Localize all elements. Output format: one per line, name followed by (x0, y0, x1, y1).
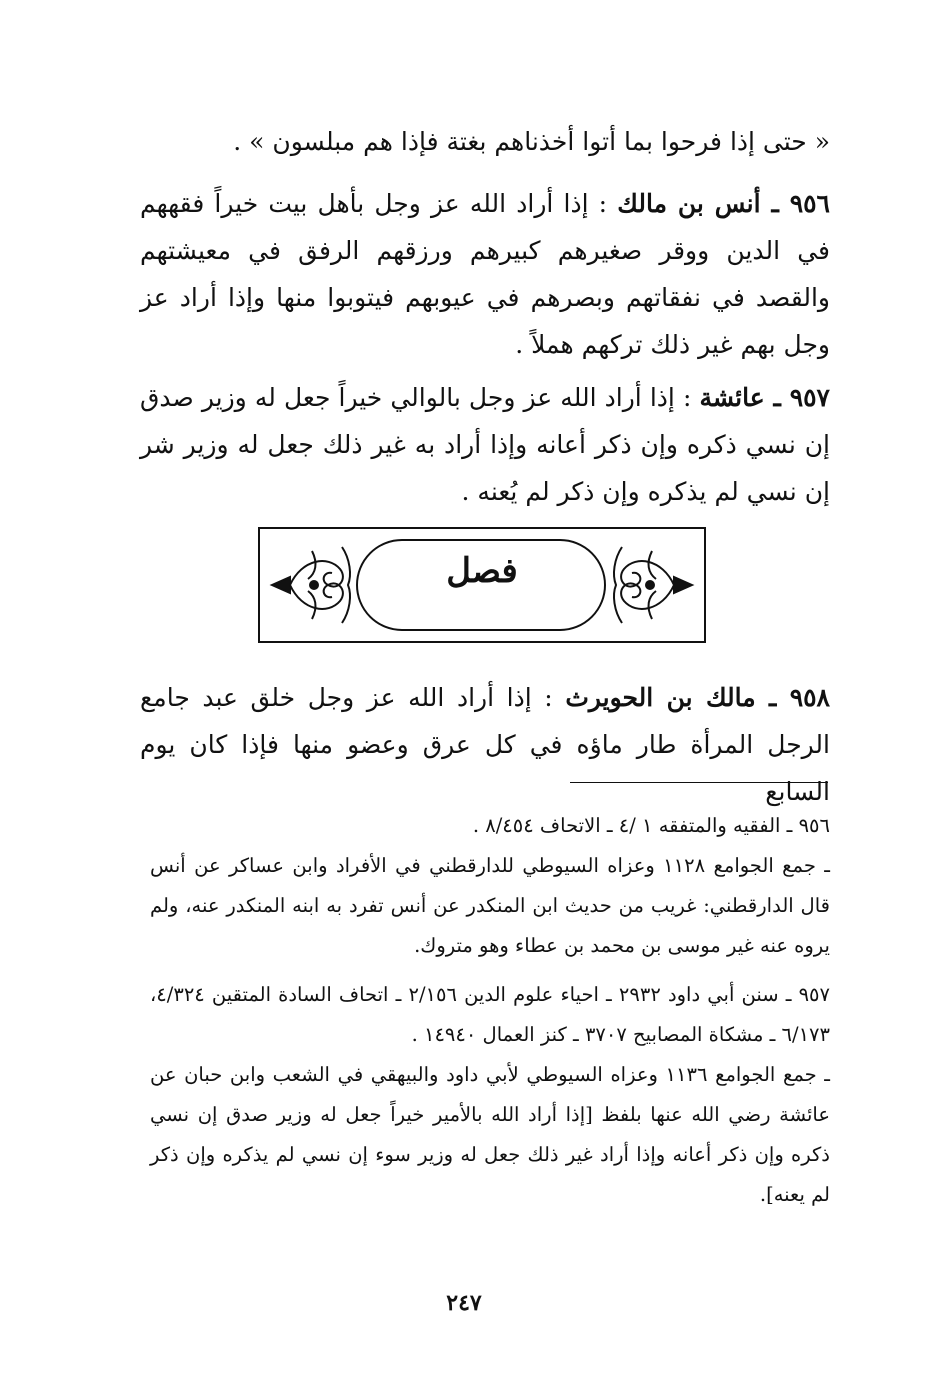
footnote-957 (150, 975, 830, 1215)
section-heading-frame (258, 527, 706, 643)
footnote-956 (150, 806, 830, 966)
hadith-956 (140, 180, 830, 368)
verse-text: « حتى إذا فرحوا بما أتوا أخذناهم بغتة فإذا هم مبلسون » . (233, 127, 830, 156)
quran-verse (140, 118, 830, 165)
hadith-956-text: : إذا أراد الله عز وجل بأهل بيت خيراً فقههم في الدين ووقر صغيرهم كبيرهم ورزقهم الرفق في معيشتهم والقصد في نفقاتهم وبصرهم في عيوبهم فيتوبوا منها وإذا أراد عز وجل بهم غير ذلك تركهم هملاً . (140, 189, 830, 359)
footnote-separator (570, 782, 828, 783)
hadith-958-narrator: ٩٥٨ ـ مالك بن الحويرث (565, 683, 830, 712)
hadith-957-text: : إذا أراد الله عز وجل بالوالي خيراً جعل له وزير صدق إن نسي ذكره وإن ذكر أعانه وإذا أراد به غير ذلك جعل له وزير شر إن نسي لم يذكره وإن ذكر لم يُعنه . (140, 383, 830, 506)
footnote-957-sources: ٩٥٧ ـ سنن أبي داود ٢٩٣٢ ـ احياء علوم الدين ٢/١٥٦ ـ اتحاف السادة المتقين ٤/٣٢٤، ٦/١٧٣ ـ مشكاة المصابيح ٣٧٠٧ ـ كنز العمال ١٤٩٤٠ . (150, 983, 830, 1046)
hadith-958-text: : إذا أراد الله عز وجل خلق عبد جامع الرجل المرأة طار ماؤه في كل عرق وعضو منها فإذا كان يوم السابع (140, 683, 831, 806)
hadith-957 (140, 374, 830, 515)
footnote-957-commentary: ـ جمع الجوامع ١١٣٦ وعزاه السيوطي لأبي داود والبيهقي في الشعب وابن حبان عن عائشة رضي الله عنها بلفظ [إذا أراد الله بالأمير خيراً جعل له وزير صدق إن نسي ذكره وإن ذكر أعانه وإذا أراد غير ذلك جعل له وزير سوء إن نسي لم يذكره وإن ذكر لم يعنه]. (150, 1063, 830, 1206)
page-number: ٢٤٧ (446, 1290, 482, 1316)
footnote-956-commentary: ـ جمع الجوامع ١١٢٨ وعزاه السيوطي للدارقطني في الأفراد وابن عساكر عن أنس قال الدارقطني: غريب من حديث ابن المنكدر عن أنس تفرد به ابنه المنكدر عنه، ولم يروه عنه غير موسى بن محمد بن عطاء وهو متروك. (150, 854, 830, 957)
ornament-right-icon (610, 539, 696, 631)
hadith-956-narrator: ٩٥٦ ـ أنس بن مالك (617, 189, 830, 218)
section-title: فصل (446, 551, 518, 591)
footnote-956-sources: ٩٥٦ ـ الفقيه والمتفقه ١ /٤ ـ الاتحاف ٨/٤٥٤ . (472, 814, 830, 837)
hadith-958 (140, 674, 830, 815)
hadith-957-narrator: ٩٥٧ ـ عائشة (699, 383, 830, 412)
